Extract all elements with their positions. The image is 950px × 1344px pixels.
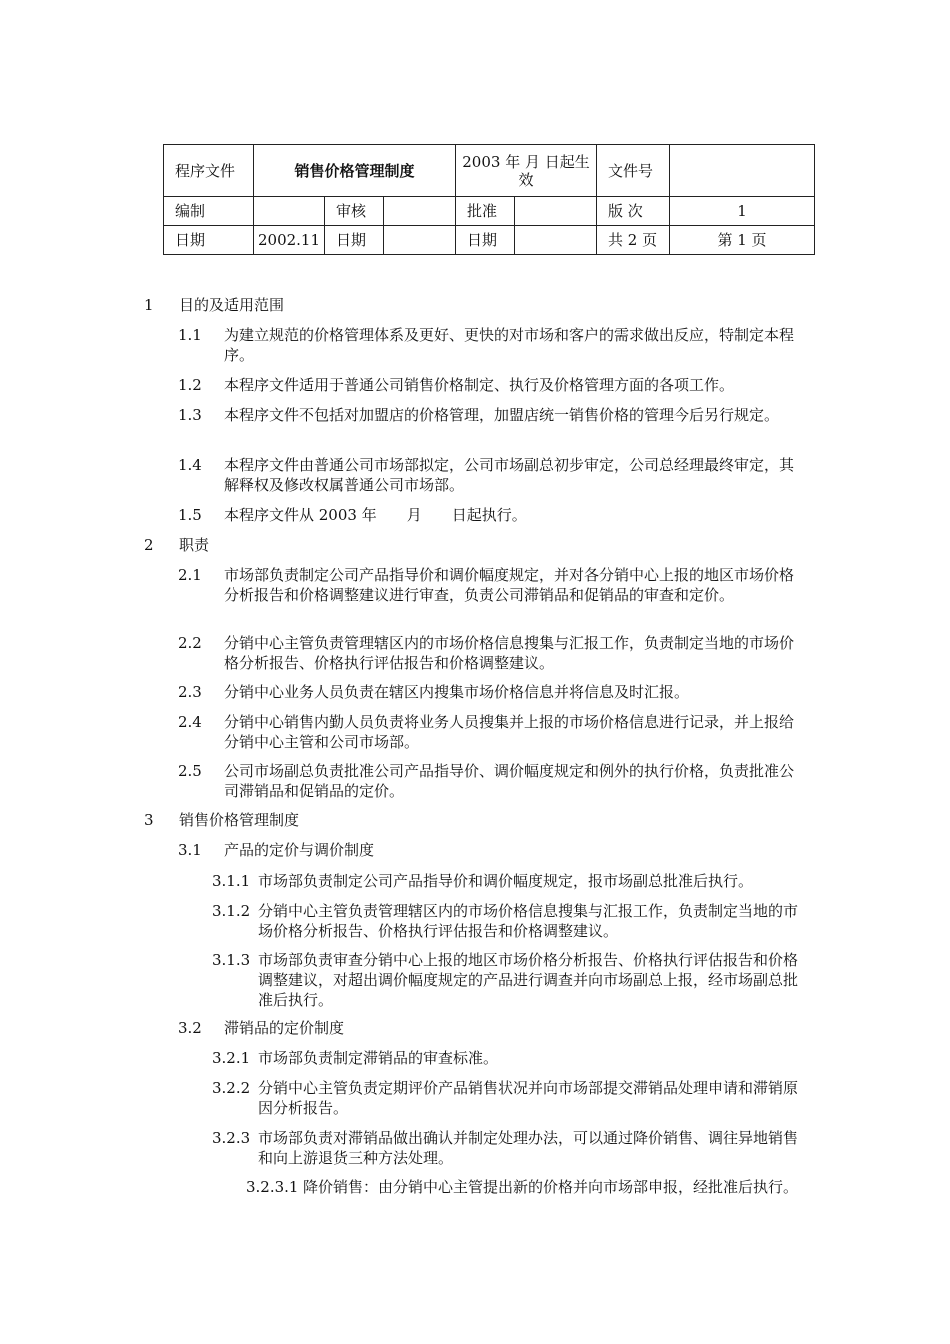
- version-label: 版 次: [597, 197, 670, 226]
- approver-value: [515, 197, 597, 226]
- item-number: 3.2.1: [212, 1049, 251, 1067]
- item-text: 市场部负责制定公司产品指导价和调价幅度规定，报市场副总批准后执行。: [258, 872, 754, 890]
- document-header-table: [163, 144, 815, 255]
- effective-date-cell: 2003 年 月 日起生效: [456, 145, 597, 197]
- item-text: 公司市场副总负责批准公司产品指导价、调价幅度规定和例外的执行价格，负责批准公司滞销品和促销品的定价。: [224, 762, 795, 800]
- page-number: 第 1 页: [670, 226, 815, 255]
- section-number: 2: [144, 536, 154, 554]
- item-text: 为建立规范的价格管理体系及更好、更快的对市场和客户的需求做出反应，特制定本程序。: [224, 326, 795, 364]
- item-number: 2.3: [178, 683, 202, 701]
- version-value: 1: [670, 197, 815, 226]
- reviewer-value: [384, 197, 456, 226]
- section-title: 销售价格管理制度: [179, 811, 300, 829]
- section-title: 职责: [179, 536, 210, 554]
- date-value-3: [515, 226, 597, 255]
- approver-label: 批准: [456, 197, 515, 226]
- section-number: 3: [144, 811, 154, 829]
- item-number: 1.2: [178, 376, 202, 394]
- subsection-title: 滞销品的定价制度: [224, 1019, 345, 1037]
- item-number: 3.2.2: [212, 1079, 251, 1097]
- section-number: 1: [144, 296, 154, 314]
- item-number: 2.4: [178, 713, 202, 731]
- item-number: 2.5: [178, 762, 202, 780]
- item-text: 分销中心主管负责定期评价产品销售状况并向市场部提交滞销品处理申请和滞销原因分析报告。: [258, 1079, 799, 1117]
- editor-label: 编制: [164, 197, 254, 226]
- item-number: 3.1.3: [212, 951, 251, 969]
- item-number: 3.1.2: [212, 902, 251, 920]
- item-number: 1.3: [178, 406, 202, 424]
- item-text: 市场部负责制定滞销品的审查标准。: [258, 1049, 499, 1067]
- doc-type-cell: 程序文件: [164, 145, 254, 197]
- total-pages: 共 2 页: [597, 226, 670, 255]
- doc-no-label: 文件号: [597, 145, 670, 197]
- date-label-3: 日期: [456, 226, 515, 255]
- item-number: 1.4: [178, 456, 202, 474]
- item-number: 2.2: [178, 634, 202, 652]
- section-title: 目的及适用范围: [179, 296, 285, 314]
- item-text: 本程序文件从 2003 年 月 日起执行。: [224, 506, 527, 524]
- item-number: 1.5: [178, 506, 202, 524]
- item-text: 本程序文件适用于普通公司销售价格制定、执行及价格管理方面的各项工作。: [224, 376, 735, 394]
- doc-no-value: [670, 145, 815, 197]
- item-text: 市场部负责对滞销品做出确认并制定处理办法，可以通过降价销售、调往异地销售和向上游退货三种方法处理。: [258, 1129, 799, 1167]
- item-number: 1.1: [178, 326, 202, 344]
- item-number: 3.2.3.1: [246, 1178, 299, 1196]
- item-text: 本程序文件由普通公司市场部拟定，公司市场副总初步审定，公司总经理最终审定，其解释权及修改权属普通公司市场部。: [224, 456, 795, 494]
- date-value-2: [384, 226, 456, 255]
- editor-value: [254, 197, 325, 226]
- item-number: 3.1.1: [212, 872, 251, 890]
- item-number: 2.1: [178, 566, 202, 584]
- subsection-title: 产品的定价与调价制度: [224, 841, 375, 859]
- date-value-1: 2002.11: [254, 226, 325, 255]
- item-text: 分销中心销售内勤人员负责将业务人员搜集并上报的市场价格信息进行记录，并上报给分销中心主管和公司市场部。: [224, 713, 795, 751]
- item-text: 降价销售：由分销中心主管提出新的价格并向市场部申报，经批准后执行。: [303, 1178, 799, 1196]
- item-text: 市场部负责审查分销中心上报的地区市场价格分析报告、价格执行评估报告和价格调整建议，对超出调价幅度规定的产品进行调查并向市场副总上报，经市场副总批准后执行。: [258, 951, 799, 1009]
- date-label-1: 日期: [164, 226, 254, 255]
- item-text: 本程序文件不包括对加盟店的价格管理，加盟店统一销售价格的管理今后另行规定。: [224, 406, 780, 424]
- subsection-number: 3.1: [178, 841, 202, 859]
- subsection-number: 3.2: [178, 1019, 202, 1037]
- item-text: 市场部负责制定公司产品指导价和调价幅度规定，并对各分销中心上报的地区市场价格分析报告和价格调整建议进行审查，负责公司滞销品和促销品的审查和定价。: [224, 566, 795, 604]
- document-title: 销售价格管理制度: [254, 145, 456, 197]
- item-text: 分销中心主管负责管理辖区内的市场价格信息搜集与汇报工作，负责制定当地的市场价格分析报告、价格执行评估报告和价格调整建议。: [258, 902, 799, 940]
- item-text: 分销中心业务人员负责在辖区内搜集市场价格信息并将信息及时汇报。: [224, 683, 690, 701]
- item-number: 3.2.3: [212, 1129, 251, 1147]
- item-text: 分销中心主管负责管理辖区内的市场价格信息搜集与汇报工作，负责制定当地的市场价格分析报告、价格执行评估报告和价格调整建议。: [224, 634, 795, 672]
- reviewer-label: 审核: [325, 197, 384, 226]
- date-label-2: 日期: [325, 226, 384, 255]
